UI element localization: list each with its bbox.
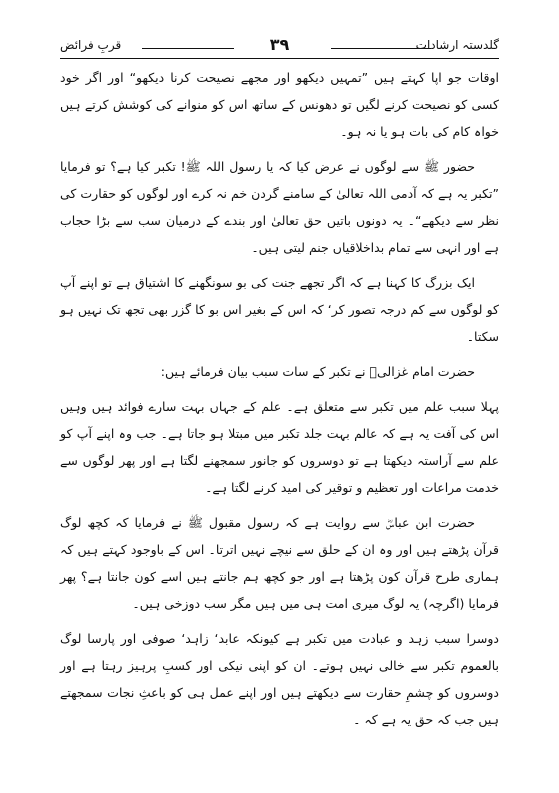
paragraph-hadith-takabbur: حضور ﷺ سے لوگوں نے عرض کیا کہ یا رسول اللہ ﷺ! تکبر کیا ہے؟ تو فرمایا ”تکبر یہ ہے کہ آدمی اللہ تعالیٰ کے سامنے گردن خم نہ کرے اور لوگوں کو حقارت کی نظر سے دیکھے“۔ یہ دونوں باتیں حق تعالیٰ اور بندے کے درمیان سب سے بڑا حجاب ہے اور انہی سے تمام بداخلاقیاں جنم لیتی ہیں۔ [60, 159, 499, 255]
paragraph-first-cause: پہلا سبب علم میں تکبر سے متعلق ہے۔ علم کے جہاں بہت سارے فوائد ہیں وہیں اس کی آفت یہ ہے کہ عالم بہت جلد تکبر میں مبتلا ہو جاتا ہے۔ جب وہ اپنے آپ کو علم سے آراستہ دیکھتا ہے تو دوسروں کو جانور سمجھنے لگتا ہے اور پھر لوگوں سے خدمت مراعات اور تعظیم و توقیر کی امید کرنے لگتا ہے۔ [60, 399, 499, 495]
header-chapter-title: قربِ فرائض [60, 38, 122, 52]
page-body [60, 62, 499, 741]
paragraph-buzurg-quote: ایک بزرگ کا کہنا ہے کہ اگر تجھے جنت کی بو سونگھنے کا اشتیاق ہے تو اپنے آپ کو لوگوں سے کم درجہ تصور کر‘ کہ اس کے بغیر اس بو کا گزر بھی تجھ تک نہیں ہو سکتا۔ [60, 275, 499, 344]
page-number: ۳۹ [269, 35, 290, 54]
paragraph-second-cause: دوسرا سبب زہد و عبادت میں تکبر ہے کیونکہ عابد‘ زاہد‘ صوفی اور پارسا لوگ بالعموم تکبر سے خالی نہیں ہوتے۔ ان کو اپنی نیکی اور کسبِ پرہیز رہتا ہے اور دوسروں کو چشمِ حقارت سے دیکھتے ہیں اور اپنے عمل ہی کو باعثِ نجات سمجھتے ہیں جب کہ حق یہ ہے کہ ۔ [60, 631, 499, 727]
header-book-title: گلدستہ ارشادات [415, 38, 499, 52]
header-rule-left [142, 48, 234, 49]
paragraph-continuation: اوقات جو اپا کہتے ہیں ”تمہیں دیکھو اور مجھے نصیحت کرنا دیکھو“ اور اگر خود کسی کو نصیحت کرنے لگیں تو دھونس کے ساتھ اس کو منوانے کی کوشش کرتے ہیں خواہ کام کی بات ہو یا نہ ہو۔ [60, 70, 499, 139]
paragraph-ibn-abbas: حضرت ابن عباسؓ سے روایت ہے کہ رسول مقبول ﷺ نے فرمایا کہ کچھ لوگ قرآن پڑھتے ہیں اور وہ ان کے حلق سے نیچے نہیں اترتا۔ اس کے باوجود کہتے ہیں کہ ہماری طرح قرآن کون پڑھتا ہے اور جو کچھ ہم جانتے ہیں اسے کون جانتا ہے؟ پھر فرمایا (اگرچہ) یہ لوگ میری امت ہی میں ہیں مگر سب دوزخی ہیں۔ [60, 515, 499, 611]
header-divider [60, 58, 499, 59]
paragraph-ghazali-intro: حضرت امام غزالیؒ نے تکبر کے سات سبب بیان فرمائے ہیں: [160, 364, 475, 379]
header-rule-right [331, 48, 431, 49]
